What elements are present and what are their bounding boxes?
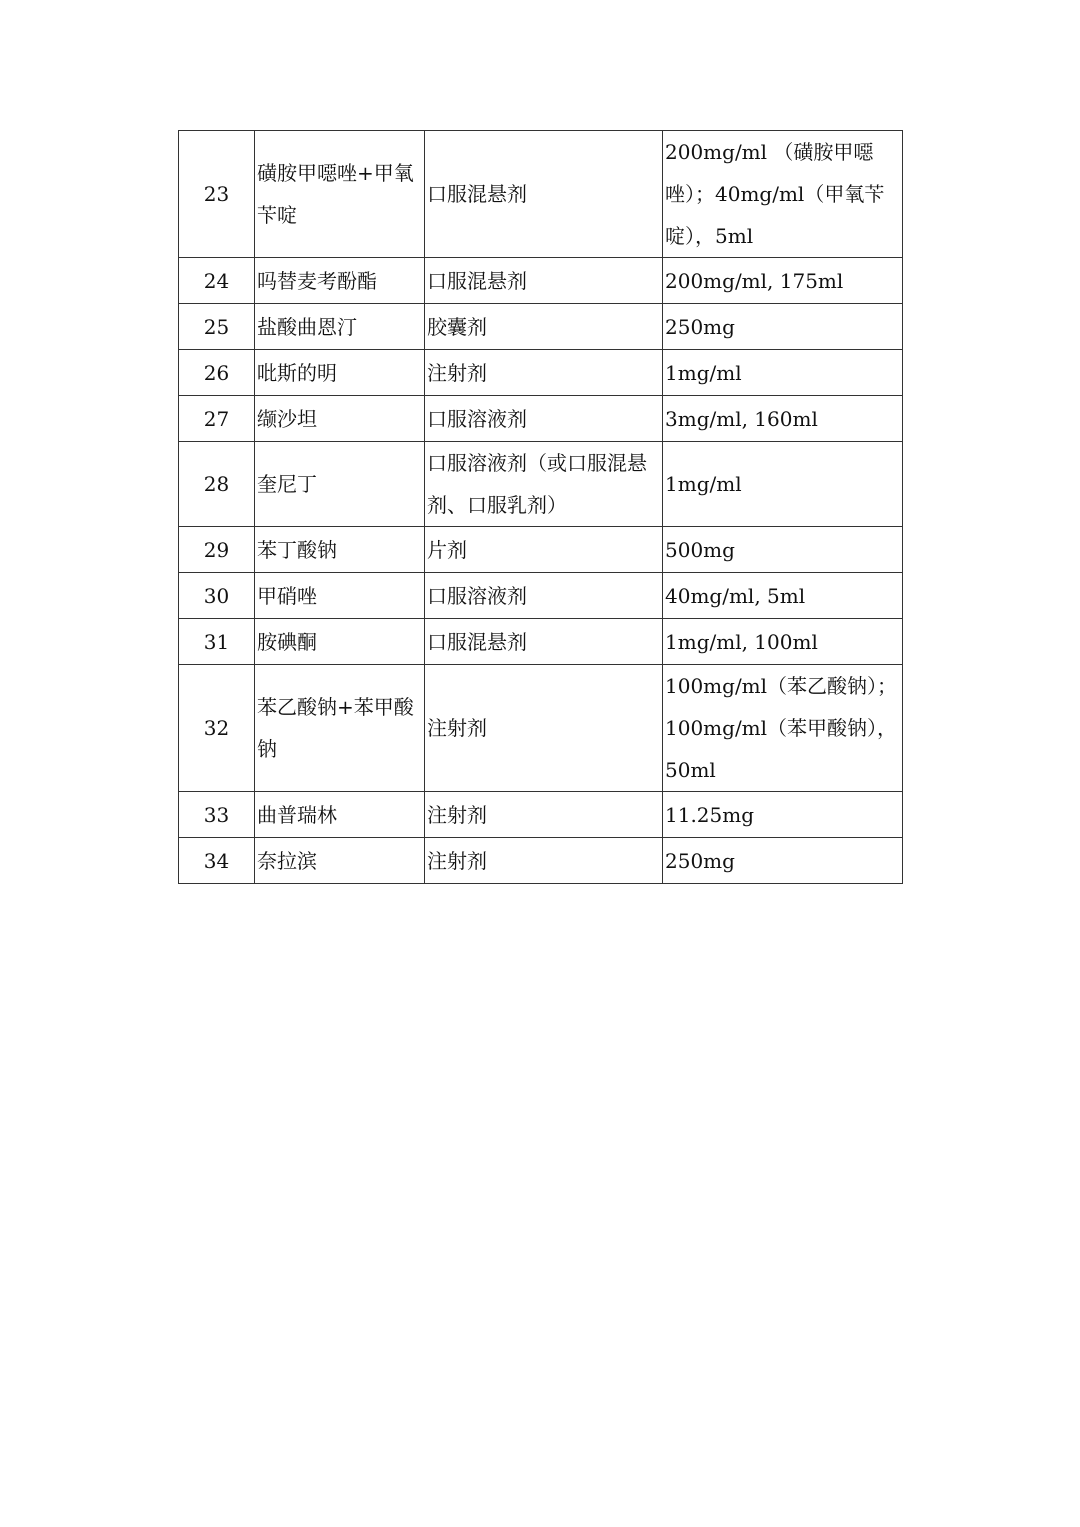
table-row [179, 442, 903, 527]
dosage-form: 胶囊剂 [425, 304, 663, 350]
specification: 1mg/ml, 100ml [663, 619, 903, 665]
dosage-form: 注射剂 [425, 665, 663, 792]
dosage-form: 片剂 [425, 527, 663, 573]
specification: 200mg/ml （磺胺甲噁唑）；40mg/ml（甲氧苄啶），5ml [663, 131, 903, 258]
dosage-form: 口服混悬剂 [425, 258, 663, 304]
row-number: 27 [179, 396, 255, 442]
specification: 1mg/ml [663, 350, 903, 396]
specification: 500mg [663, 527, 903, 573]
dosage-form: 口服溶液剂（或口服混悬剂、口服乳剂） [425, 442, 663, 527]
drug-name: 曲普瑞林 [255, 792, 425, 838]
dosage-form: 注射剂 [425, 350, 663, 396]
row-number: 29 [179, 527, 255, 573]
drug-name: 缬沙坦 [255, 396, 425, 442]
row-number: 23 [179, 131, 255, 258]
table-row [179, 838, 903, 884]
row-number: 32 [179, 665, 255, 792]
drug-table [178, 130, 903, 884]
specification: 250mg [663, 838, 903, 884]
table-row [179, 258, 903, 304]
specification: 200mg/ml, 175ml [663, 258, 903, 304]
table-row [179, 573, 903, 619]
drug-name: 奈拉滨 [255, 838, 425, 884]
drug-name: 磺胺甲噁唑+甲氧苄啶 [255, 131, 425, 258]
row-number: 26 [179, 350, 255, 396]
dosage-form: 口服溶液剂 [425, 396, 663, 442]
drug-name: 苯丁酸钠 [255, 527, 425, 573]
table-row [179, 665, 903, 792]
table-row [179, 792, 903, 838]
table-row [179, 304, 903, 350]
drug-name: 苯乙酸钠+苯甲酸钠 [255, 665, 425, 792]
specification: 1mg/ml [663, 442, 903, 527]
table-row [179, 619, 903, 665]
row-number: 24 [179, 258, 255, 304]
drug-name: 甲硝唑 [255, 573, 425, 619]
dosage-form: 口服混悬剂 [425, 619, 663, 665]
specification: 100mg/ml（苯乙酸钠）；100mg/ml（苯甲酸钠），50ml [663, 665, 903, 792]
table-row [179, 527, 903, 573]
table-row [179, 396, 903, 442]
row-number: 31 [179, 619, 255, 665]
row-number: 30 [179, 573, 255, 619]
specification: 250mg [663, 304, 903, 350]
row-number: 28 [179, 442, 255, 527]
drug-name: 盐酸曲恩汀 [255, 304, 425, 350]
specification: 3mg/ml, 160ml [663, 396, 903, 442]
drug-name: 胺碘酮 [255, 619, 425, 665]
drug-name: 吗替麦考酚酯 [255, 258, 425, 304]
drug-name: 奎尼丁 [255, 442, 425, 527]
table-row [179, 131, 903, 258]
dosage-form: 注射剂 [425, 792, 663, 838]
row-number: 34 [179, 838, 255, 884]
specification: 11.25mg [663, 792, 903, 838]
dosage-form: 口服溶液剂 [425, 573, 663, 619]
table-row [179, 350, 903, 396]
row-number: 25 [179, 304, 255, 350]
specification: 40mg/ml, 5ml [663, 573, 903, 619]
drug-name: 吡斯的明 [255, 350, 425, 396]
dosage-form: 注射剂 [425, 838, 663, 884]
row-number: 33 [179, 792, 255, 838]
dosage-form: 口服混悬剂 [425, 131, 663, 258]
